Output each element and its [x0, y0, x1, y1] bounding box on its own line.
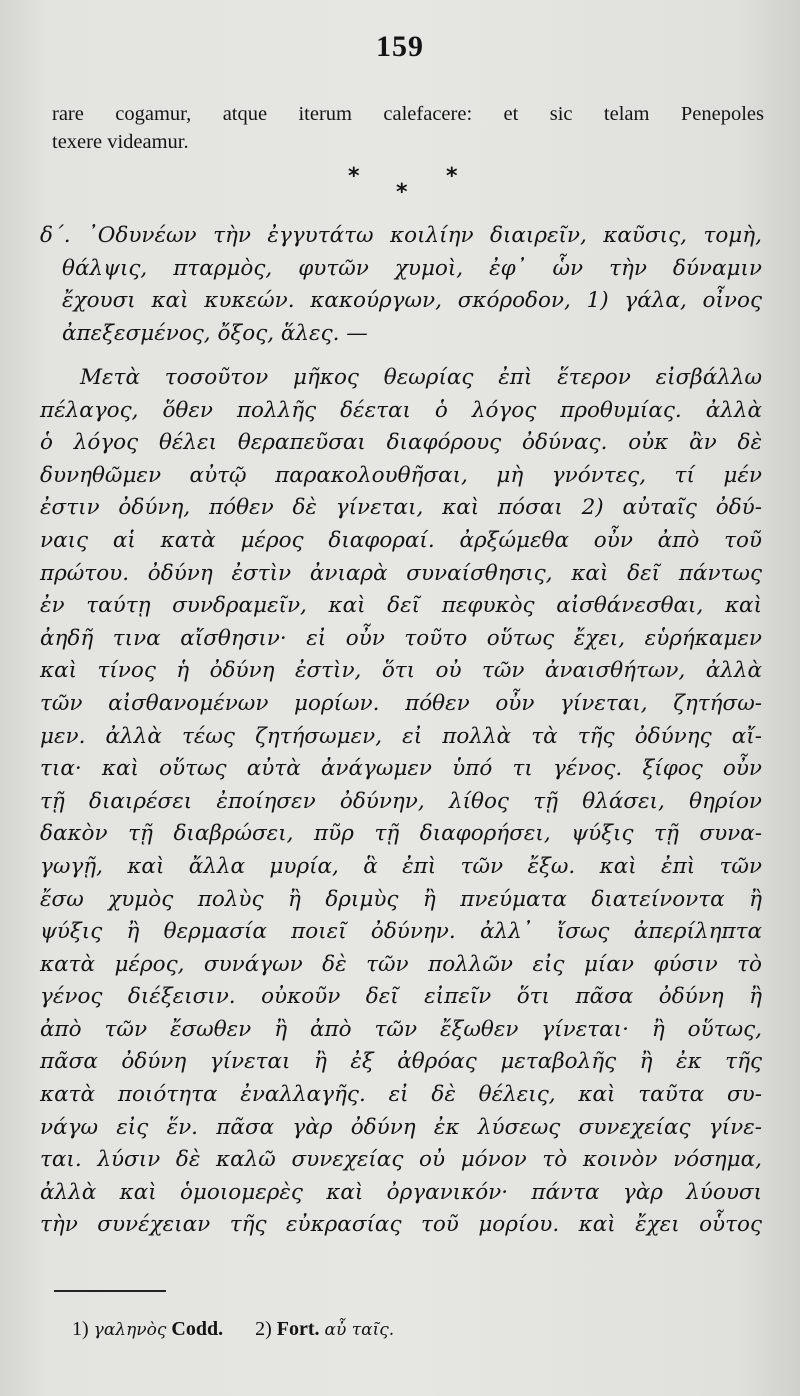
text-line: πέλαγος, ὅθεν πολλῆς δέεται ὁ λόγος προθυμίας. ἀλλὰ	[40, 397, 762, 423]
text-line: ἔχουσι καὶ κυκεών. κακούργων, σκόροδον, 1) γάλα, οἶνος	[62, 288, 762, 314]
text-line: καὶ τίνος ἡ ὀδύνη ἐστὶν, ὅτι οὐ τῶν ἀναισθήτων, ἀλλὰ	[40, 658, 762, 684]
footnotes	[72, 1318, 394, 1341]
text-line: texere videamur.	[52, 131, 189, 153]
text-line: δυνηθῶμεν αὐτῷ παρακολουθῆσαι, μὴ γνόντες, τί μέν	[40, 462, 762, 488]
text-line: τια· καὶ οὕτως αὐτὰ ἀνάγωμεν ὑπό τι γένος. ξίφος οὖν	[40, 756, 762, 782]
text-line: μεν. ἀλλὰ τέως ζητήσωμεν, εἰ πολλὰ τὰ τῆς ὀδύνης αἴ-	[40, 723, 762, 749]
section-delta-heading	[40, 220, 762, 350]
text-line: θάλψις, πταρμὸς, φυτῶν χυμοὶ, ἐφ᾽ ὧν τὴν δύναμιν	[62, 255, 762, 281]
text-line: ἀπεξεσμένος, ὄξος, ἅλες. —	[62, 320, 368, 346]
text-line: κατὰ ποιότητα ἐναλλαγῆς. εἰ δὲ θέλεις, καὶ ταῦτα συ-	[40, 1082, 762, 1108]
text-line: δ΄. ᾿Οδυνέων τὴν ἐγγυτάτω κοιλίην διαιρεῖν, καῦσις, τομὴ,	[40, 223, 762, 248]
latin-paragraph	[52, 100, 764, 156]
text-line: πᾶσα ὀδύνη γίνεται ἢ ἐξ ἀθρόας μεταβολῆς ἢ ἐκ τῆς	[40, 1049, 762, 1075]
footnote-marker: 1)	[72, 1318, 89, 1340]
text-line: ἀλλὰ καὶ ὁμοιομερὲς καὶ ὀργανικόν· πάντα γὰρ λύουσι	[40, 1179, 762, 1205]
text-line: rare cogamur, atque iterum calefacere: et sic telam Penepoles	[52, 103, 764, 125]
footnote-greek: αὖ ταῖς.	[324, 1320, 395, 1340]
text-line: ἐν ταύτῃ συνδραμεῖν, καὶ δεῖ πεφυκὸς αἰσθάνεσθαι, καὶ	[40, 593, 762, 619]
asterisk-glyph: *	[446, 164, 458, 189]
footnote-marker: 2)	[255, 1318, 272, 1340]
text-line: ὁ λόγος θέλει θεραπεῦσαι διαφόρους ὀδύνας. οὐκ ἂν δὲ	[40, 430, 762, 456]
text-line: τῇ διαιρέσει ἐποίησεν ὀδύνην, λίθος τῇ θλάσει, θηρίον	[40, 788, 762, 814]
text-line: πρώτου. ὀδύνη ἐστὶν ἀνιαρὰ συναίσθησις, καὶ δεῖ πάντως	[40, 560, 762, 586]
text-line: ἔσω χυμὸς πολὺς ἢ δριμὺς ἢ πνεύματα διατείνοντα ἢ	[40, 886, 762, 912]
text-line: ναις αἱ κατὰ μέρος διαφοραί. ἀρξώμεθα οὖν ἀπὸ τοῦ	[40, 527, 762, 553]
text-line: ἐστιν ὀδύνη, πόθεν δὲ γίνεται, καὶ πόσαι 2) αὐταῖς ὀδύ-	[40, 495, 762, 521]
asterisk-glyph: *	[396, 180, 408, 205]
text-line: νάγω εἰς ἕν. πᾶσα γὰρ ὀδύνη ἐκ λύσεως συνεχείας γίνε-	[40, 1114, 762, 1140]
text-line: δακὸν τῇ διαβρώσει, πῦρ τῇ διαφορήσει, ψύξις τῇ συνα-	[40, 821, 762, 847]
asterism-divider	[0, 160, 800, 210]
text-line: ται. λύσιν δὲ καλῶ συνεχείας οὐ μόνον τὸ κοινὸν νόσημα,	[40, 1147, 762, 1173]
footnote-latin: Fort.	[276, 1318, 320, 1340]
text-line: γένος διέξεισιν. οὐκοῦν δεῖ εἰπεῖν ὅτι πᾶσα ὀδύνη ἢ	[40, 984, 762, 1010]
text-line: ἀηδῆ τινα αἴσθησιν· εἰ οὖν τοῦτο οὕτως ἔχει, εὑρήκαμεν	[40, 625, 762, 651]
asterisk-glyph: *	[348, 164, 360, 189]
text-line: τῶν αἰσθανομένων μορίων. πόθεν οὖν γίνεται, ζητήσω-	[40, 690, 762, 716]
text-line: γωγῇ, καὶ ἄλλα μυρία, ἃ ἐπὶ τῶν ἔξω. καὶ ἐπὶ τῶν	[40, 853, 762, 879]
text-line: ψύξις ἢ θερμασία ποιεῖ ὀδύνην. ἀλλ᾽ ἴσως ἀπερίληπτα	[40, 919, 762, 945]
text-line: Μετὰ τοσοῦτον μῆκος θεωρίας ἐπὶ ἕτερον εἰσβάλλω	[80, 365, 762, 390]
text-line: κατὰ μέρος, συνάγων δὲ τῶν πολλῶν εἰς μίαν φύσιν τὸ	[40, 951, 762, 977]
text-line: τὴν συνέχειαν τῆς εὐκρασίας τοῦ μορίου. καὶ ἔχει οὗτος	[40, 1212, 762, 1238]
footnote-rule	[54, 1290, 166, 1292]
footnote-latin: Codd.	[171, 1318, 224, 1340]
footnote-greek: γαληνὸς	[93, 1320, 167, 1340]
footnote-2	[255, 1318, 394, 1340]
footnote-1	[72, 1318, 228, 1340]
text-line: ἀπὸ τῶν ἔσωθεν ἢ ἀπὸ τῶν ἔξωθεν γίνεται· ἢ οὕτως,	[40, 1016, 762, 1042]
body-paragraph	[40, 362, 762, 1242]
page-number: 159	[376, 30, 424, 63]
